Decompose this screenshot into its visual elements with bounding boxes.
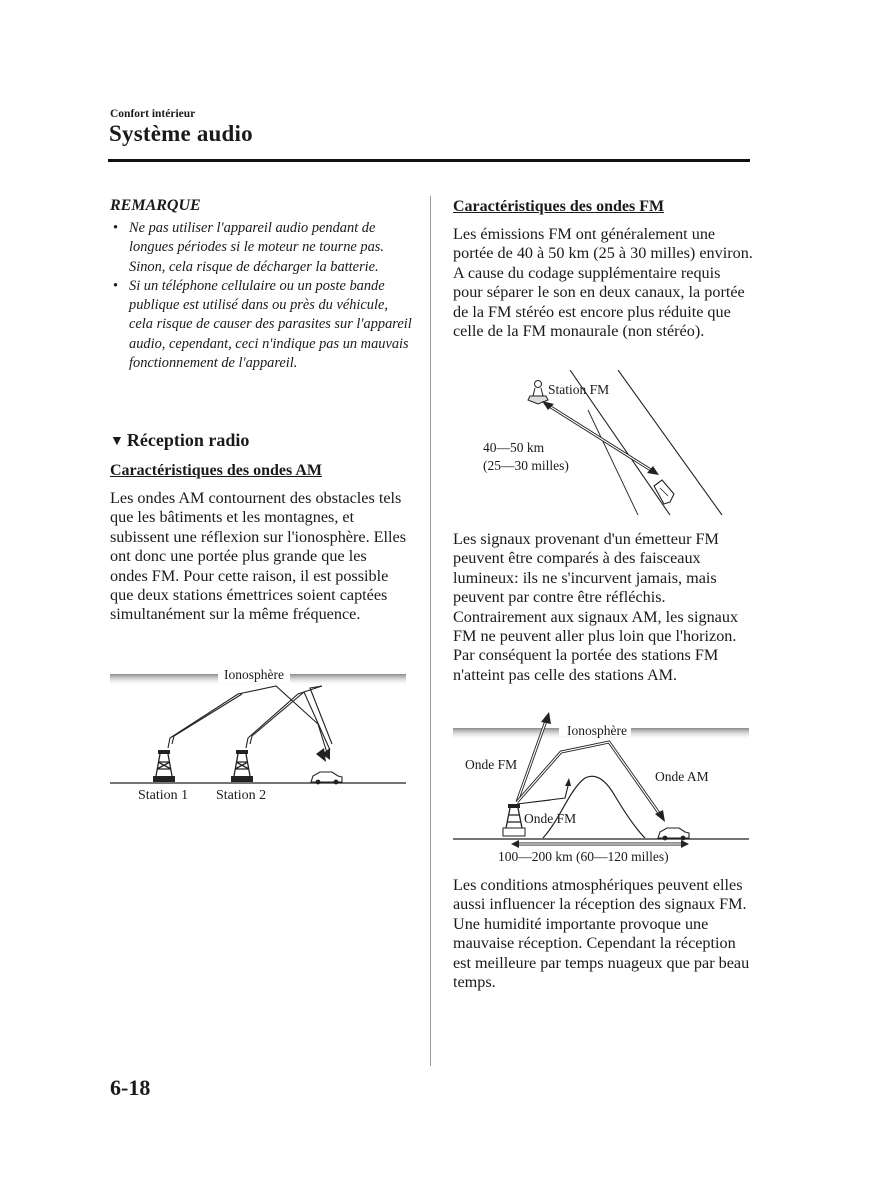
ionosphere-label-2: Ionosphère	[567, 723, 627, 738]
note-item	[113, 277, 413, 373]
column-divider	[430, 196, 431, 1066]
note-text: Ne pas utiliser l'appareil audio pendant de longues périodes si le moteur ne tourne pas. Sinon, cela risque de décharger la batterie.	[129, 220, 385, 275]
triangle-down-icon: ▼	[110, 434, 124, 449]
car-icon	[654, 480, 674, 504]
ionosphere-label: Ionosphère	[224, 667, 284, 682]
fm-paragraph-1: Les émissions FM ont généralement une portée de 40 à 50 km (25 à 30 milles) environ. A cause du codage supplémentaire requis pour séparer le son en deux canaux, la portée de la FM stéréo est encore plus réduite que celle de la FM monaurale (non stéréo).	[453, 225, 753, 341]
page-number: 6-18	[110, 1075, 151, 1100]
fm-range-miles: (25—30 milles)	[483, 458, 569, 473]
note-item	[113, 219, 413, 277]
note-heading: REMARQUE	[110, 197, 201, 214]
section-heading-text: Réception radio	[126, 430, 250, 450]
fm-station-label: Station FM	[548, 382, 610, 397]
note-list	[113, 219, 413, 373]
am-paragraph: Les ondes AM contournent des obstacles tels que les bâtiments et les montagnes, et subissent une réflexion sur l'ionosphère. Elles ont donc une portée plus grande que les ondes FM. Pour cette raison, il est possible que deux stations émettrices soient captées simultanément sur la même fréquence.	[110, 489, 407, 624]
page-title: Système audio	[109, 121, 253, 146]
am-wave-diagram	[108, 664, 408, 804]
tower-icon	[153, 750, 175, 782]
section-label: Confort intérieur	[110, 108, 196, 120]
onde-fm-top-label: Onde FM	[465, 757, 518, 772]
tower-icon	[503, 804, 525, 836]
onde-am-label: Onde AM	[655, 769, 709, 784]
fm-range-km: 40—50 km	[483, 440, 545, 455]
station-2-label: Station 2	[216, 788, 267, 803]
note-text: Si un téléphone cellulaire ou un poste bande publique est utilisé dans ou près du véhicule, cela risque de causer des parasites sur l'appareil audio, cependant, ceci n'indique pas un mauvais fonctionnement de l'appareil.	[129, 277, 412, 372]
onde-fm-bottom-label: Onde FM	[524, 811, 577, 826]
fm-am-comparison-diagram	[451, 712, 751, 870]
station-1-label: Station 1	[138, 788, 189, 803]
tower-icon	[231, 750, 253, 782]
header-rule	[108, 159, 750, 162]
bullet-icon: •	[113, 277, 119, 294]
fm-paragraph-2: Les signaux provenant d'un émetteur FM peuvent être comparés à des faisceaux lumineux: ils ne s'incurvent jamais, mais peuvent par contre être réfléchis. Contrairement aux signaux AM, les signaux FM ne peuvent aller plus loin que l'horizon. Par conséquent la portée des stations FM n'atteint pas celle des stations AM.	[453, 530, 739, 684]
section-heading	[110, 430, 249, 451]
fm-subheading: Caractéristiques des ondes FM	[453, 198, 665, 215]
fm-range-diagram	[478, 370, 728, 515]
range-label: 100—200 km (60—120 milles)	[498, 849, 669, 864]
bullet-icon: •	[113, 220, 119, 236]
am-subheading: Caractéristiques des ondes AM	[110, 462, 322, 479]
fm-station-icon	[528, 381, 548, 405]
fm-paragraph-3: Les conditions atmosphériques peuvent elles aussi influencer la réception des signaux FM. Une humidité importante provoque une mauvaise réception. Cependant la réception est meilleure par temps nuageux que par beau temps.	[453, 876, 750, 992]
